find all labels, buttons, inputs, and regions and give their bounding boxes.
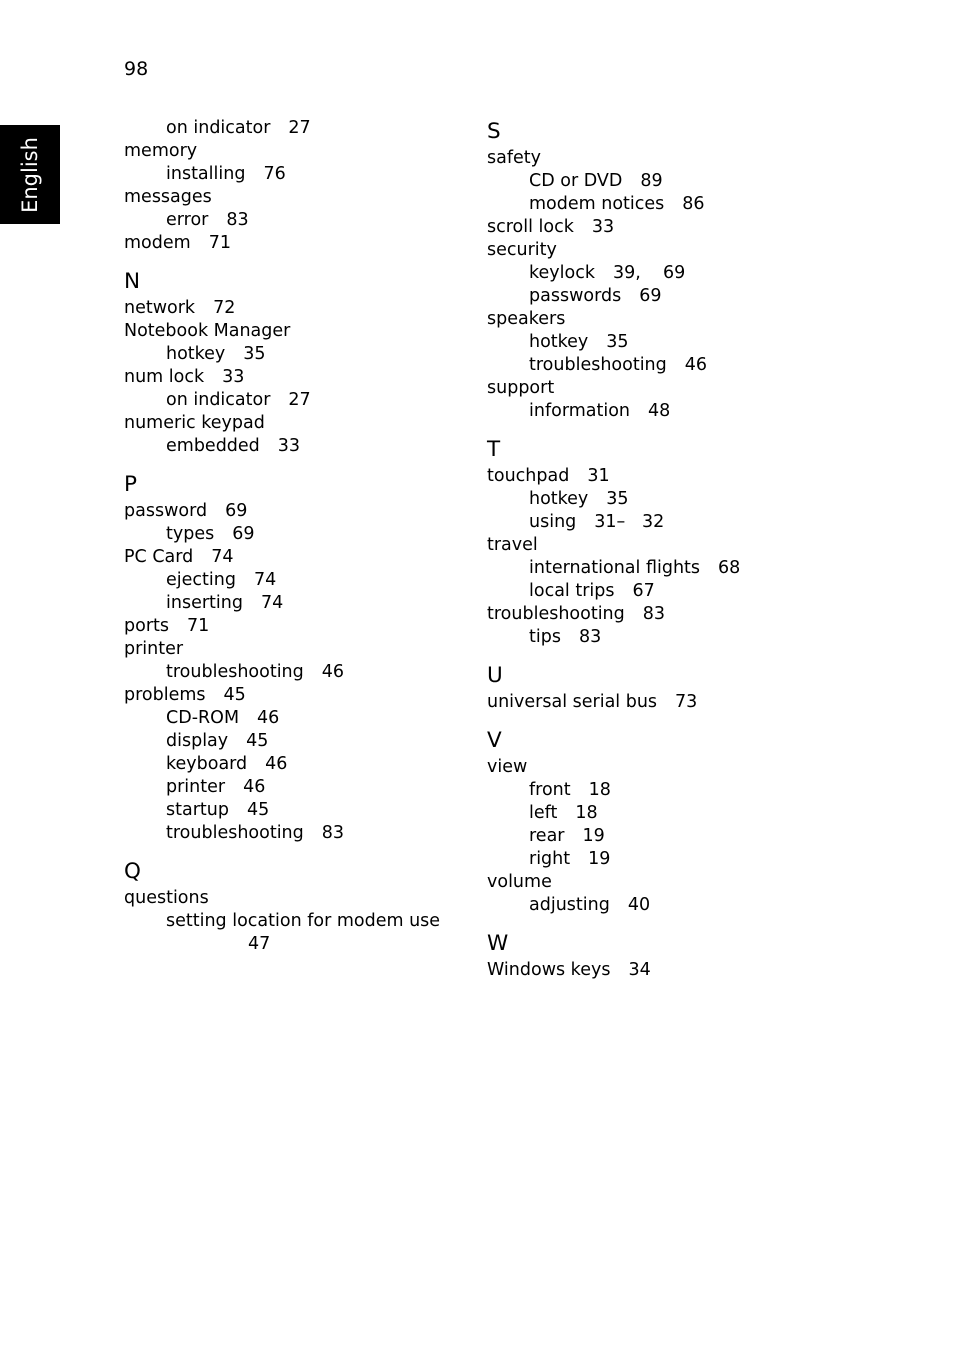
index-page-ref: 45 <box>246 800 270 820</box>
index-page-ref: 18 <box>575 803 598 823</box>
index-subentry <box>487 285 817 308</box>
index-entry <box>487 756 817 779</box>
index-page-ref: 89 <box>640 171 663 191</box>
index-entry <box>124 500 454 523</box>
index-term: num lock <box>124 367 205 387</box>
index-subentry <box>487 580 817 603</box>
index-entry <box>487 959 817 982</box>
index-subentry <box>487 779 817 802</box>
index-term: security <box>487 240 557 260</box>
index-subentry <box>487 170 817 193</box>
index-term: using <box>529 512 577 532</box>
index-subentry <box>487 488 817 511</box>
index-entry <box>124 232 454 255</box>
index-entry <box>487 603 817 626</box>
index-subentry <box>124 569 454 592</box>
index-page-ref: 71 <box>208 233 231 253</box>
index-term: support <box>487 378 555 398</box>
index-term: ports <box>124 616 169 636</box>
index-term: troubleshooting <box>166 823 304 843</box>
index-term: messages <box>124 187 212 207</box>
index-page-ref: 71 <box>187 616 210 636</box>
index-page-ref: 27 <box>288 390 311 410</box>
index-page-ref: 69 <box>232 524 255 544</box>
index-subentry <box>124 389 454 412</box>
index-entry <box>124 412 454 435</box>
index-page-ref: 19 <box>588 849 611 869</box>
index-term: front <box>529 780 571 800</box>
index-page-ref: 35 <box>606 332 629 352</box>
index-term: scroll lock <box>487 217 574 237</box>
index-subentry <box>487 848 817 871</box>
index-subentry <box>487 354 817 377</box>
index-subentry <box>124 799 454 822</box>
index-page-ref: 27 <box>288 118 311 138</box>
index-page-ref: 83 <box>642 604 666 624</box>
index-entry <box>124 297 454 320</box>
index-subentry <box>124 343 454 366</box>
index-term: on indicator <box>166 118 271 138</box>
index-page-ref: 19 <box>582 826 605 846</box>
index-term: types <box>166 524 215 544</box>
language-side-tab <box>0 125 60 224</box>
index-page-ref: 46 <box>243 777 266 797</box>
index-page-ref: 40 <box>627 895 651 915</box>
index-term: keylock <box>529 263 595 283</box>
index-term: memory <box>124 141 198 161</box>
index-term: troubleshooting <box>529 355 667 375</box>
index-page-ref: 76 <box>263 164 286 184</box>
index-subentry <box>487 894 817 917</box>
index-entry <box>124 638 454 661</box>
index-term: installing <box>166 164 246 184</box>
index-subentry <box>124 730 454 753</box>
index-entry-continuation <box>124 933 454 956</box>
index-page-ref: 35 <box>243 344 266 364</box>
index-page-ref: 74 <box>253 570 277 590</box>
index-subentry <box>487 626 817 649</box>
index-entry <box>487 465 817 488</box>
index-page-ref: 83 <box>578 627 602 647</box>
index-term: CD or DVD <box>529 171 623 191</box>
index-subentry <box>487 825 817 848</box>
index-term: hotkey <box>529 489 589 509</box>
index-page-ref: 46 <box>321 662 345 682</box>
index-page-ref: 69 <box>639 286 662 306</box>
index-term: troubleshooting <box>166 662 304 682</box>
index-term: travel <box>487 535 538 555</box>
index-term: display <box>166 731 229 751</box>
index-page-ref: 31 <box>587 466 610 486</box>
index-subentry <box>487 802 817 825</box>
index-section-letter: W <box>487 931 509 956</box>
index-term: PC Card <box>124 547 194 567</box>
index-subentry <box>487 557 817 580</box>
index-entry <box>487 239 817 262</box>
index-subentry <box>124 661 454 684</box>
index-term: embedded <box>166 436 260 456</box>
index-subentry <box>124 910 454 933</box>
index-page-ref: 35 <box>606 489 629 509</box>
index-page-ref: 46 <box>265 754 288 774</box>
index-term: speakers <box>487 309 566 329</box>
index-entry <box>487 871 817 894</box>
index-section-letter: P <box>124 472 137 497</box>
index-subentry <box>487 400 817 423</box>
index-entry <box>124 684 454 707</box>
index-entry <box>124 320 454 343</box>
page-number: 98 <box>124 58 149 80</box>
index-term: adjusting <box>529 895 610 915</box>
index-entry <box>487 216 817 239</box>
index-term: 47 <box>248 934 271 954</box>
index-term: network <box>124 298 196 318</box>
index-page-ref: 34 <box>628 960 651 980</box>
index-term: hotkey <box>166 344 226 364</box>
index-term: startup <box>166 800 229 820</box>
index-term: volume <box>487 872 552 892</box>
index-entry <box>487 147 817 170</box>
index-entry <box>124 546 454 569</box>
index-term: printer <box>166 777 226 797</box>
index-term: information <box>529 401 631 421</box>
index-page-ref: 33 <box>222 367 245 387</box>
index-section-letter: T <box>487 437 501 462</box>
index-subentry <box>124 707 454 730</box>
index-term: CD-ROM <box>166 708 240 728</box>
index-subentry <box>124 117 454 140</box>
index-entry <box>487 534 817 557</box>
index-entry <box>487 377 817 400</box>
index-page-ref: 68 <box>718 558 741 578</box>
index-page-ref: 45 <box>246 731 269 751</box>
index-term: modem <box>124 233 191 253</box>
index-section-letter: U <box>487 663 503 688</box>
index-page-ref: 18 <box>588 780 611 800</box>
index-term: problems <box>124 685 206 705</box>
index-term: modem notices <box>529 194 665 214</box>
index-entry <box>124 366 454 389</box>
index-page-ref: 39, 69 <box>612 263 686 283</box>
index-page-ref: 31– 32 <box>594 512 665 532</box>
index-subentry <box>487 511 817 534</box>
index-entry <box>124 887 454 910</box>
index-term: password <box>124 501 208 521</box>
index-term: Notebook Manager <box>124 321 291 341</box>
index-subentry <box>124 592 454 615</box>
index-section-letter: S <box>487 119 501 144</box>
index-subentry <box>487 262 817 285</box>
index-entry <box>124 615 454 638</box>
index-entry <box>487 308 817 331</box>
index-entry <box>124 140 454 163</box>
index-page-ref: 83 <box>226 210 249 230</box>
index-term: international flights <box>529 558 701 578</box>
index-subentry <box>487 193 817 216</box>
index-term: left <box>529 803 558 823</box>
index-term: Windows keys <box>487 960 611 980</box>
index-term: rear <box>529 826 565 846</box>
index-section-letter: Q <box>124 859 141 884</box>
index-page-ref: 45 <box>223 685 246 705</box>
index-section-letter: N <box>124 269 141 294</box>
index-subentry <box>124 523 454 546</box>
index-term: printer <box>124 639 184 659</box>
index-entry <box>487 691 817 714</box>
index-subentry <box>487 331 817 354</box>
index-term: passwords <box>529 286 622 306</box>
index-term: local trips <box>529 581 615 601</box>
index-page-ref: 69 <box>225 501 248 521</box>
index-term: tips <box>529 627 561 647</box>
index-term: right <box>529 849 571 869</box>
index-page-ref: 46 <box>257 708 280 728</box>
index-subentry <box>124 435 454 458</box>
index-page-ref: 33 <box>277 436 301 456</box>
index-term: troubleshooting <box>487 604 625 624</box>
language-side-tab-label: English <box>18 137 42 213</box>
index-page-ref: 73 <box>675 692 698 712</box>
index-subentry <box>124 776 454 799</box>
index-column-right <box>487 119 817 982</box>
index-term: error <box>166 210 209 230</box>
index-subentry <box>124 822 454 845</box>
index-term: touchpad <box>487 466 570 486</box>
index-entry <box>124 186 454 209</box>
index-term: inserting <box>166 593 243 613</box>
index-subentry <box>124 209 454 232</box>
index-page-ref: 48 <box>648 401 671 421</box>
index-page-ref: 74 <box>260 593 284 613</box>
index-term: hotkey <box>529 332 589 352</box>
index-term: setting location for modem use <box>166 911 441 931</box>
index-page-ref: 72 <box>213 298 236 318</box>
index-term: universal serial bus <box>487 692 658 712</box>
index-section-letter: V <box>487 728 502 753</box>
index-page-ref: 67 <box>632 581 655 601</box>
index-page-ref: 46 <box>684 355 708 375</box>
index-subentry <box>124 753 454 776</box>
index-page-ref: 83 <box>321 823 345 843</box>
index-term: safety <box>487 148 541 168</box>
index-term: view <box>487 757 528 777</box>
index-term: on indicator <box>166 390 271 410</box>
index-page-ref: 86 <box>682 194 705 214</box>
index-term: keyboard <box>166 754 248 774</box>
index-page-ref: 33 <box>591 217 615 237</box>
index-term: numeric keypad <box>124 413 265 433</box>
index-term: ejecting <box>166 570 236 590</box>
index-column-left <box>124 117 454 956</box>
index-subentry <box>124 163 454 186</box>
index-term: questions <box>124 888 209 908</box>
index-page-ref: 74 <box>211 547 234 567</box>
